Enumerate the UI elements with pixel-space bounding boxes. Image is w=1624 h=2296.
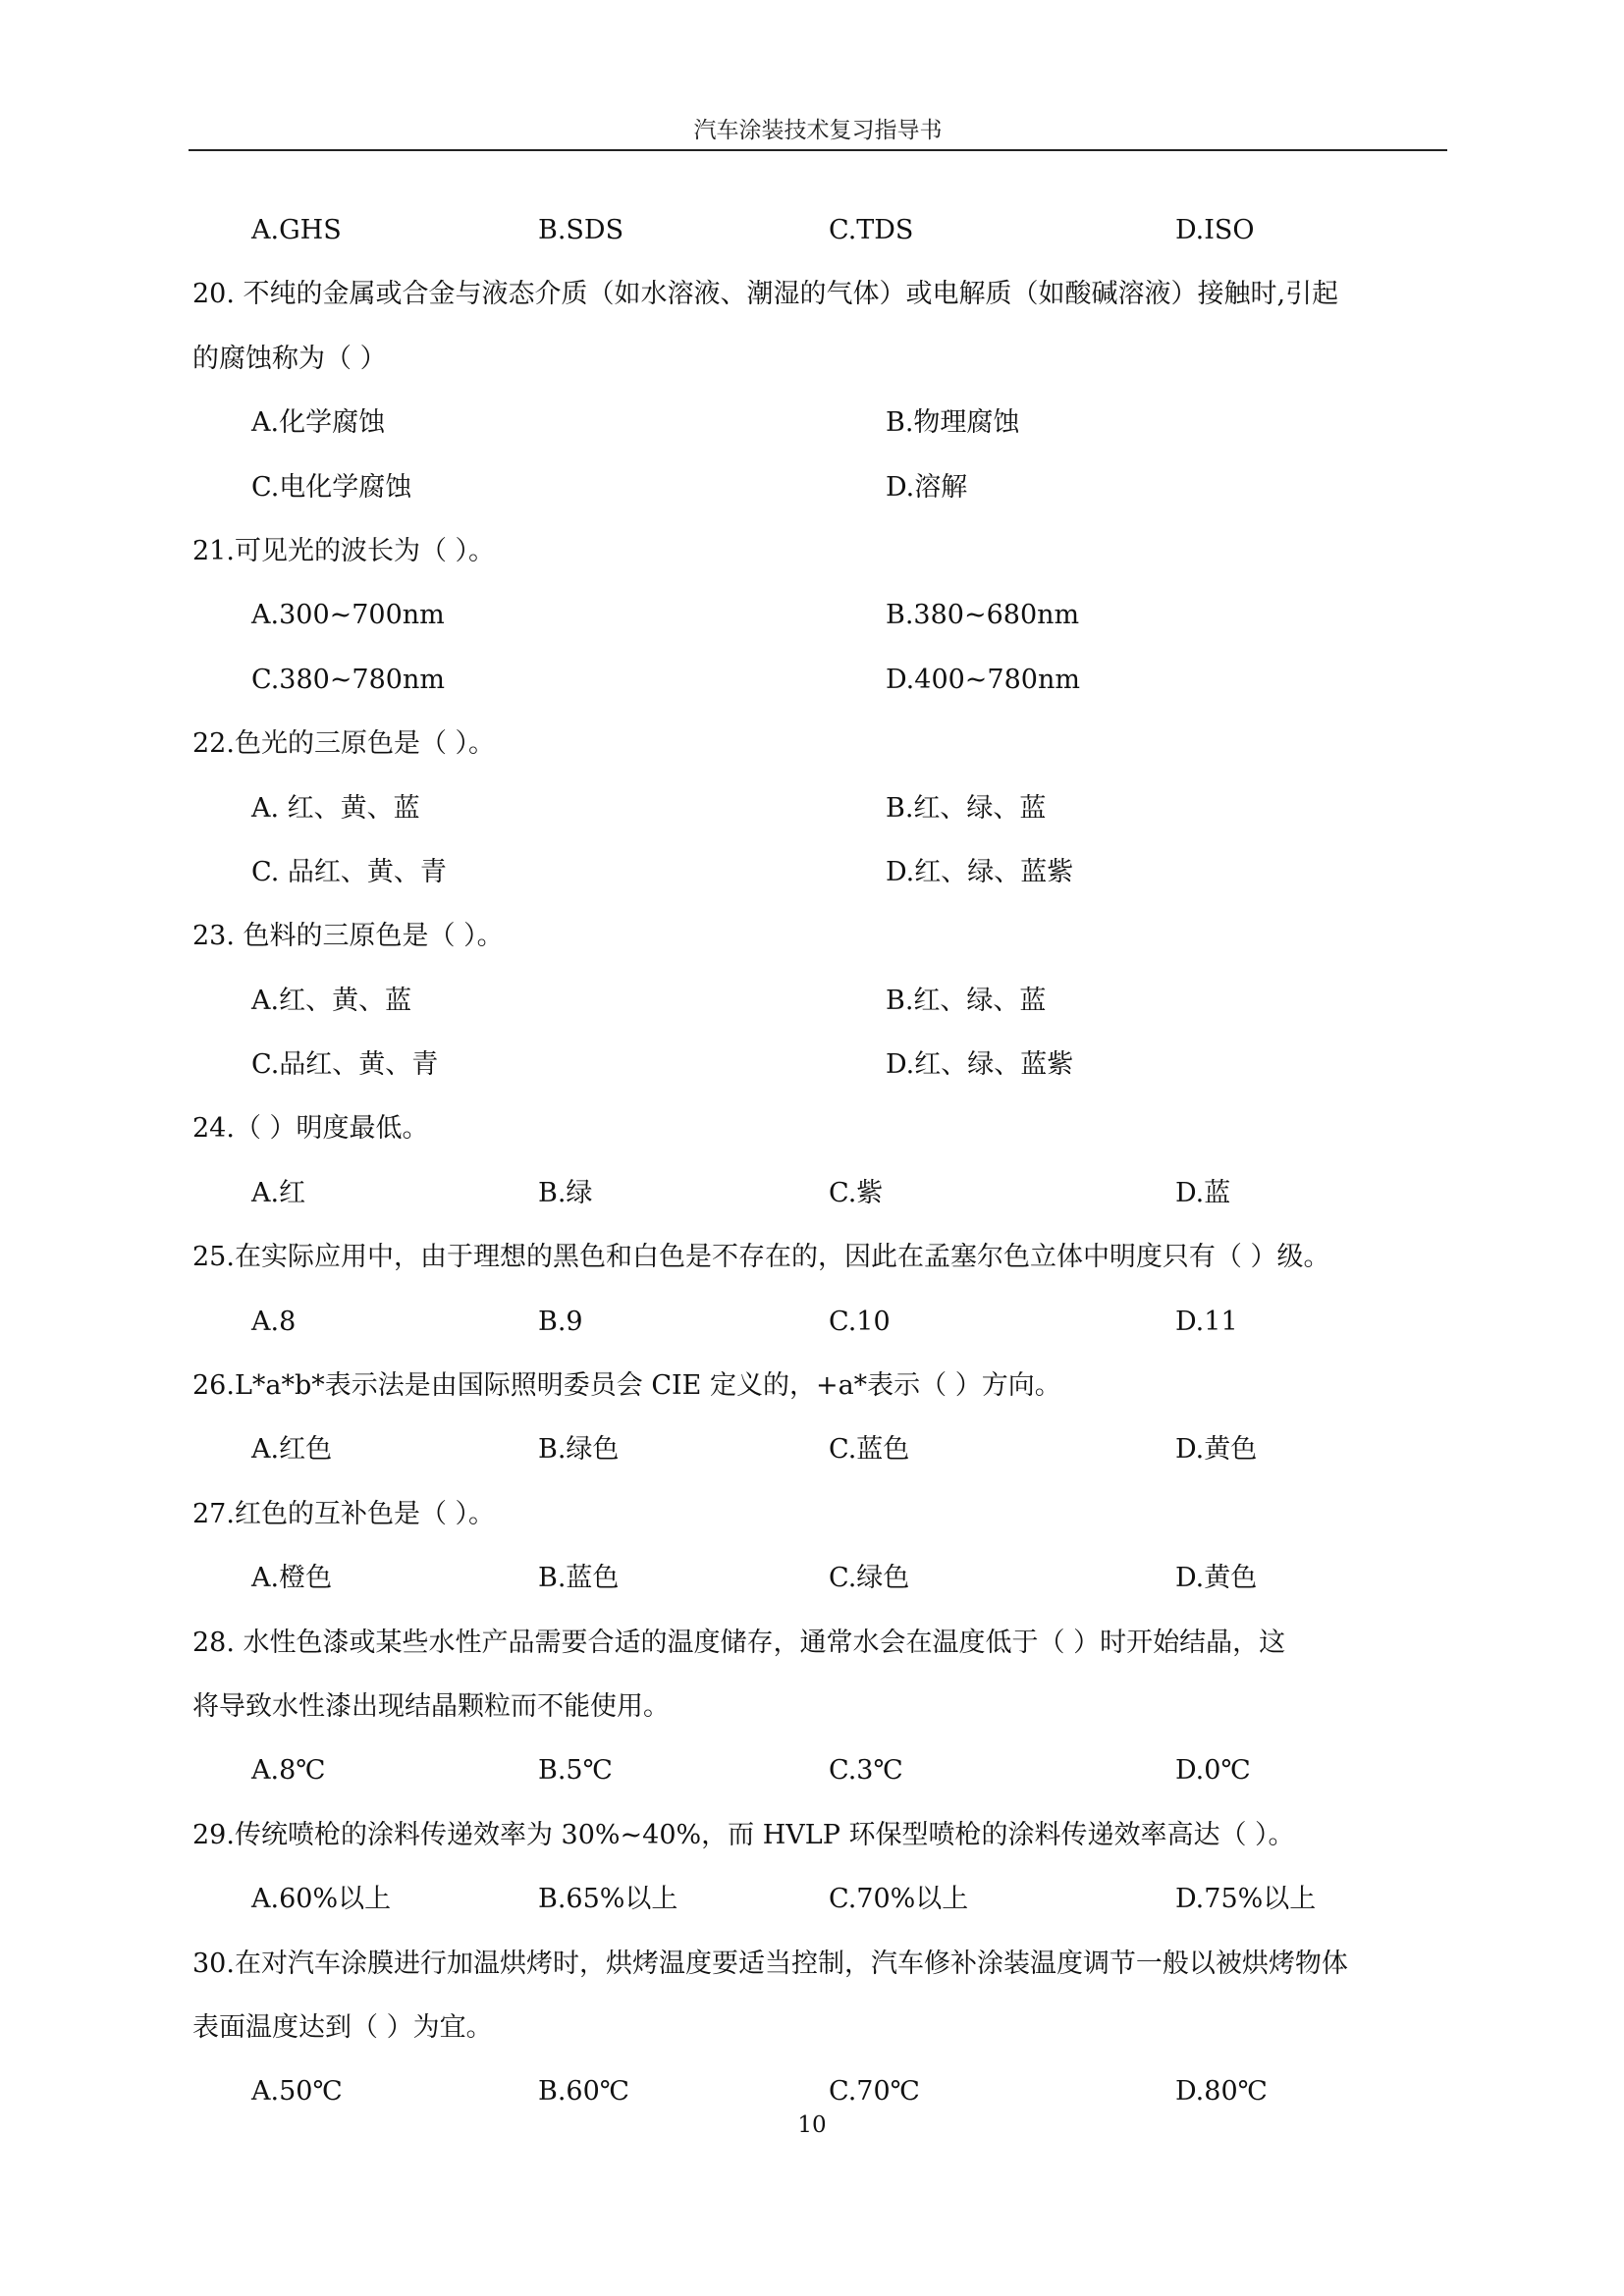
options-row <box>192 1417 1447 1481</box>
options-row <box>192 840 1447 904</box>
options-row <box>192 1290 1447 1354</box>
answer-option: D.黄色 <box>1175 1434 1258 1466</box>
question-text: 将导致水性漆出现结晶颗粒而不能使用。 <box>192 1690 670 1722</box>
answer-option: B.380~680nm <box>886 600 1080 631</box>
answer-option: B.绿色 <box>538 1434 620 1466</box>
options-row <box>192 198 1447 262</box>
answer-option: B.SDS <box>538 215 624 245</box>
question-text: 24.（ ）明度最低。 <box>192 1113 429 1145</box>
options-row <box>192 583 1447 647</box>
question-text: 表面温度达到（ ）为宜。 <box>192 2011 493 2043</box>
answer-option: D.溶解 <box>886 471 968 503</box>
answer-option: A.300~700nm <box>251 600 445 631</box>
answer-option: D.蓝 <box>1175 1177 1231 1208</box>
answer-option: B.9 <box>538 1306 583 1337</box>
options-row <box>192 648 1447 712</box>
options-row <box>192 1867 1447 1931</box>
answer-option: A. 红、黄、蓝 <box>251 792 420 824</box>
answer-option: B.蓝色 <box>538 1563 620 1594</box>
options-row <box>192 455 1447 519</box>
question-text: 30.在对汽车涂膜进行加温烘烤时，烘烤温度要适当控制，汽车修补涂装温度调节一般以被烘烤物体 <box>192 1948 1348 1979</box>
options-row <box>192 391 1447 454</box>
question-list <box>192 198 1447 2124</box>
answer-option: D.红、绿、蓝紫 <box>886 1049 1074 1081</box>
question-text: 22.色光的三原色是（ ）。 <box>192 728 496 760</box>
answer-option: C.70℃ <box>829 2076 920 2108</box>
answer-option: B.60℃ <box>538 2076 629 2108</box>
answer-option: C.品红、黄、青 <box>251 1049 439 1081</box>
question-text: 20. 不纯的金属或合金与液态介质（如水溶液、潮湿的气体）或电解质（如酸碱溶液）接触时,引起 <box>192 279 1339 310</box>
question-text: 的腐蚀称为（ ） <box>192 343 387 374</box>
question-text: 27.红色的互补色是（ ）。 <box>192 1498 496 1529</box>
options-row <box>192 776 1447 840</box>
answer-option: A.50℃ <box>251 2076 343 2108</box>
question-text: 29.传统喷枪的涂料传递效率为 30%~40%，而 HVLP 环保型喷枪的涂料传递效率高达（ ）。 <box>192 1819 1295 1850</box>
answer-option: B.5℃ <box>538 1755 613 1787</box>
answer-option: B.65%以上 <box>538 1884 678 1915</box>
answer-option: A.8℃ <box>251 1755 326 1787</box>
answer-option: C.绿色 <box>829 1563 910 1594</box>
answer-option: C.380~780nm <box>251 664 445 695</box>
answer-option: D.红、绿、蓝紫 <box>886 856 1074 887</box>
options-row <box>192 1546 1447 1610</box>
answer-option: C.TDS <box>829 215 914 245</box>
question-text: 25.在实际应用中，由于理想的黑色和白色是不存在的，因此在孟塞尔色立体中明度只有（ ）级。 <box>192 1242 1330 1273</box>
answer-option: A.红、黄、蓝 <box>251 985 412 1016</box>
running-header: 汽车涂装技术复习指导书 <box>693 118 943 143</box>
answer-option: A.8 <box>251 1306 297 1337</box>
page-number: 10 <box>797 2112 827 2138</box>
answer-option: D.0℃ <box>1175 1755 1251 1787</box>
answer-option: C.电化学腐蚀 <box>251 471 412 503</box>
answer-option: B.红、绿、蓝 <box>886 792 1047 824</box>
answer-option: D.400~780nm <box>886 664 1080 695</box>
answer-option: A.化学腐蚀 <box>251 407 386 439</box>
answer-option: B.物理腐蚀 <box>886 407 1020 439</box>
question-text: 26.L*a*b*表示法是由国际照明委员会 CIE 定义的，+a*表示（ ）方向。 <box>192 1370 1061 1402</box>
answer-option: D.ISO <box>1175 215 1255 245</box>
answer-option: B.红、绿、蓝 <box>886 985 1047 1016</box>
answer-option: A.60%以上 <box>251 1884 392 1915</box>
question-text: 28. 水性色漆或某些水性产品需要合适的温度储存，通常水会在温度低于（ ）时开始结晶，这 <box>192 1627 1286 1658</box>
answer-option: C.3℃ <box>829 1755 903 1787</box>
answer-option: A.红 <box>251 1177 306 1208</box>
answer-option: D.80℃ <box>1175 2076 1268 2108</box>
answer-option: A.GHS <box>251 215 342 245</box>
options-row <box>192 1738 1447 1802</box>
options-row <box>192 969 1447 1033</box>
answer-option: C.70%以上 <box>829 1884 969 1915</box>
answer-option: C. 品红、黄、青 <box>251 856 447 887</box>
answer-option: C.紫 <box>829 1177 884 1208</box>
options-row <box>192 1033 1447 1096</box>
question-text: 23. 色料的三原色是（ ）。 <box>192 921 504 952</box>
options-row <box>192 1161 1447 1225</box>
answer-option: D.黄色 <box>1175 1563 1258 1594</box>
answer-option: A.橙色 <box>251 1563 333 1594</box>
answer-option: B.绿 <box>538 1177 593 1208</box>
answer-option: A.红色 <box>251 1434 333 1466</box>
question-text: 21.可见光的波长为（ ）。 <box>192 535 496 566</box>
answer-option: D.11 <box>1175 1306 1238 1337</box>
answer-option: C.10 <box>829 1306 891 1337</box>
answer-option: D.75%以上 <box>1175 1884 1317 1915</box>
header-rule <box>189 149 1447 151</box>
answer-option: C.蓝色 <box>829 1434 910 1466</box>
